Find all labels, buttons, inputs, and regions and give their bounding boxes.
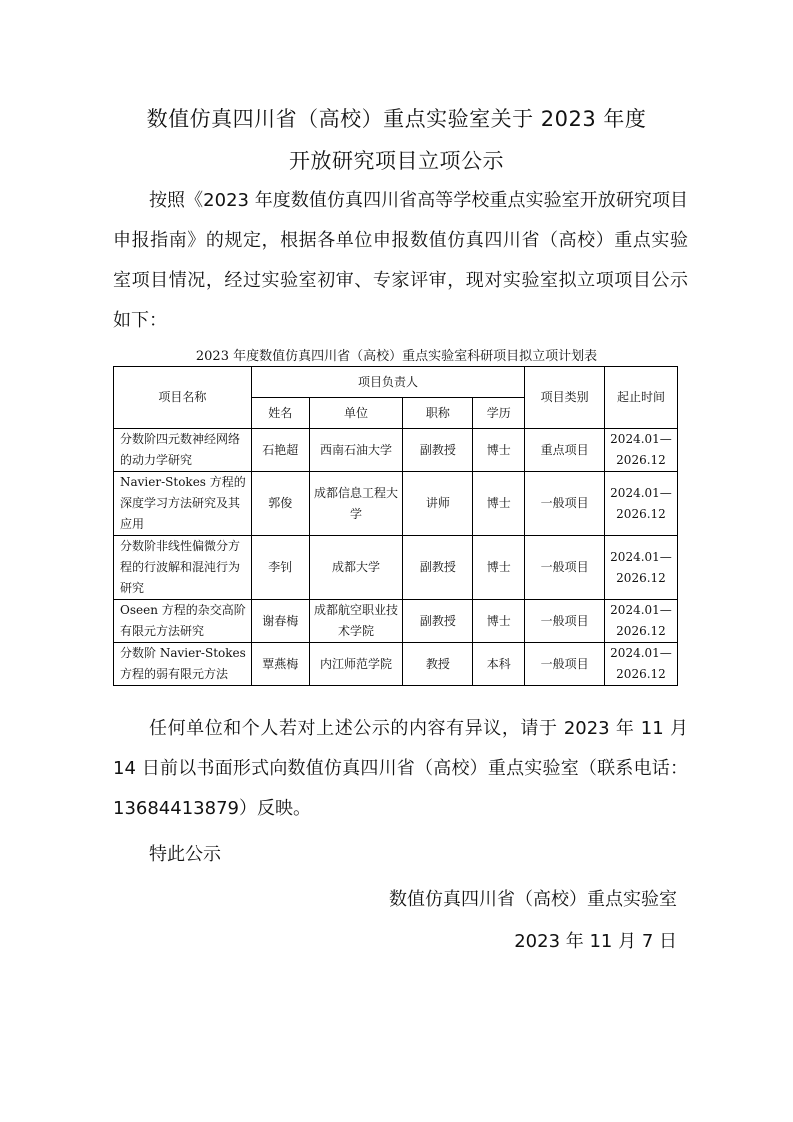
cell-name: 覃燕梅	[251, 643, 309, 686]
cell-period	[604, 472, 677, 536]
cell-unit: 成都大学	[309, 536, 403, 600]
cell-period	[604, 536, 677, 600]
cell-title: 教授	[403, 643, 473, 686]
cell-period-start: 2024.01—	[610, 432, 672, 446]
header-category: 项目类别	[525, 367, 605, 429]
cell-degree: 本科	[473, 643, 525, 686]
cell-period-start: 2024.01—	[610, 646, 672, 660]
cell-project: Navier-Stokes 方程的深度学习方法研究及其应用	[114, 472, 252, 536]
header-leader: 项目负责人	[251, 367, 524, 398]
cell-period-end: 2026.12	[616, 667, 666, 681]
objection-paragraph: 任何单位和个人若对上述公示的内容有异议，请于 2023 年 11 月 14 日前以书面形式向数值仿真四川省（高校）重点实验室（联系电话：13684413879）反映。	[113, 718, 688, 819]
cell-category: 一般项目	[525, 643, 605, 686]
table-row	[114, 429, 678, 472]
table-header-row	[114, 367, 678, 398]
cell-project: 分数阶非线性偏微分方程的行波解和混沌行为研究	[114, 536, 252, 600]
cell-unit: 西南石油大学	[309, 429, 403, 472]
closing-text: 特此公示	[149, 844, 221, 865]
cell-period	[604, 643, 677, 686]
cell-period-end: 2026.12	[616, 453, 666, 467]
cell-period-end: 2026.12	[616, 624, 666, 638]
cell-name: 石艳超	[251, 429, 309, 472]
header-title: 职称	[403, 398, 473, 429]
cell-category: 一般项目	[525, 600, 605, 643]
cell-period-start: 2024.01—	[610, 549, 672, 564]
cell-name: 李钊	[251, 536, 309, 600]
document-title-line-2: 开放研究项目立项公示	[289, 149, 504, 173]
project-table	[113, 366, 678, 686]
cell-unit: 成都航空职业技术学院	[309, 600, 403, 643]
table-row	[114, 536, 678, 600]
intro-paragraph: 按照《2023 年度数值仿真四川省高等学校重点实验室开放研究项目申报指南》的规定，根据各单位申报数值仿真四川省（高校）重点实验室项目情况，经过实验室初审、专家评审，现对实验室拟立项项目公示如下：	[113, 190, 688, 331]
cell-period-end: 2026.12	[616, 570, 666, 585]
cell-period-end: 2026.12	[616, 506, 666, 521]
cell-title: 副教授	[403, 536, 473, 600]
cell-title: 副教授	[403, 429, 473, 472]
table-row	[114, 472, 678, 536]
header-project-name: 项目名称	[114, 367, 252, 429]
header-degree: 学历	[473, 398, 525, 429]
cell-unit: 成都信息工程大学	[309, 472, 403, 536]
signature: 数值仿真四川省（高校）重点实验室	[389, 889, 677, 910]
cell-category: 重点项目	[525, 429, 605, 472]
cell-period-start: 2024.01—	[610, 603, 672, 617]
cell-period-start: 2024.01—	[610, 485, 672, 500]
cell-unit: 内江师范学院	[309, 643, 403, 686]
header-period: 起止时间	[604, 367, 677, 429]
table-row	[114, 600, 678, 643]
cell-title: 副教授	[403, 600, 473, 643]
table-row	[114, 643, 678, 686]
cell-degree: 博士	[473, 429, 525, 472]
cell-project: 分数阶四元数神经网络的动力学研究	[114, 429, 252, 472]
header-name: 姓名	[251, 398, 309, 429]
cell-project: Oseen 方程的杂交高阶有限元方法研究	[114, 600, 252, 643]
cell-name: 谢春梅	[251, 600, 309, 643]
cell-period	[604, 600, 677, 643]
header-unit: 单位	[309, 398, 403, 429]
cell-project: 分数阶 Navier-Stokes 方程的弱有限元方法	[114, 643, 252, 686]
document-date: 2023 年 11 月 7 日	[514, 931, 677, 952]
document-title-line-1: 数值仿真四川省（高校）重点实验室关于 2023 年度	[146, 107, 647, 131]
table-caption: 2023 年度数值仿真四川省（高校）重点实验室科研项目拟立项计划表	[195, 349, 598, 364]
cell-category: 一般项目	[525, 536, 605, 600]
cell-title: 讲师	[403, 472, 473, 536]
cell-degree: 博士	[473, 536, 525, 600]
cell-degree: 博士	[473, 472, 525, 536]
cell-period	[604, 429, 677, 472]
cell-degree: 博士	[473, 600, 525, 643]
cell-category: 一般项目	[525, 472, 605, 536]
cell-name: 郭俊	[251, 472, 309, 536]
